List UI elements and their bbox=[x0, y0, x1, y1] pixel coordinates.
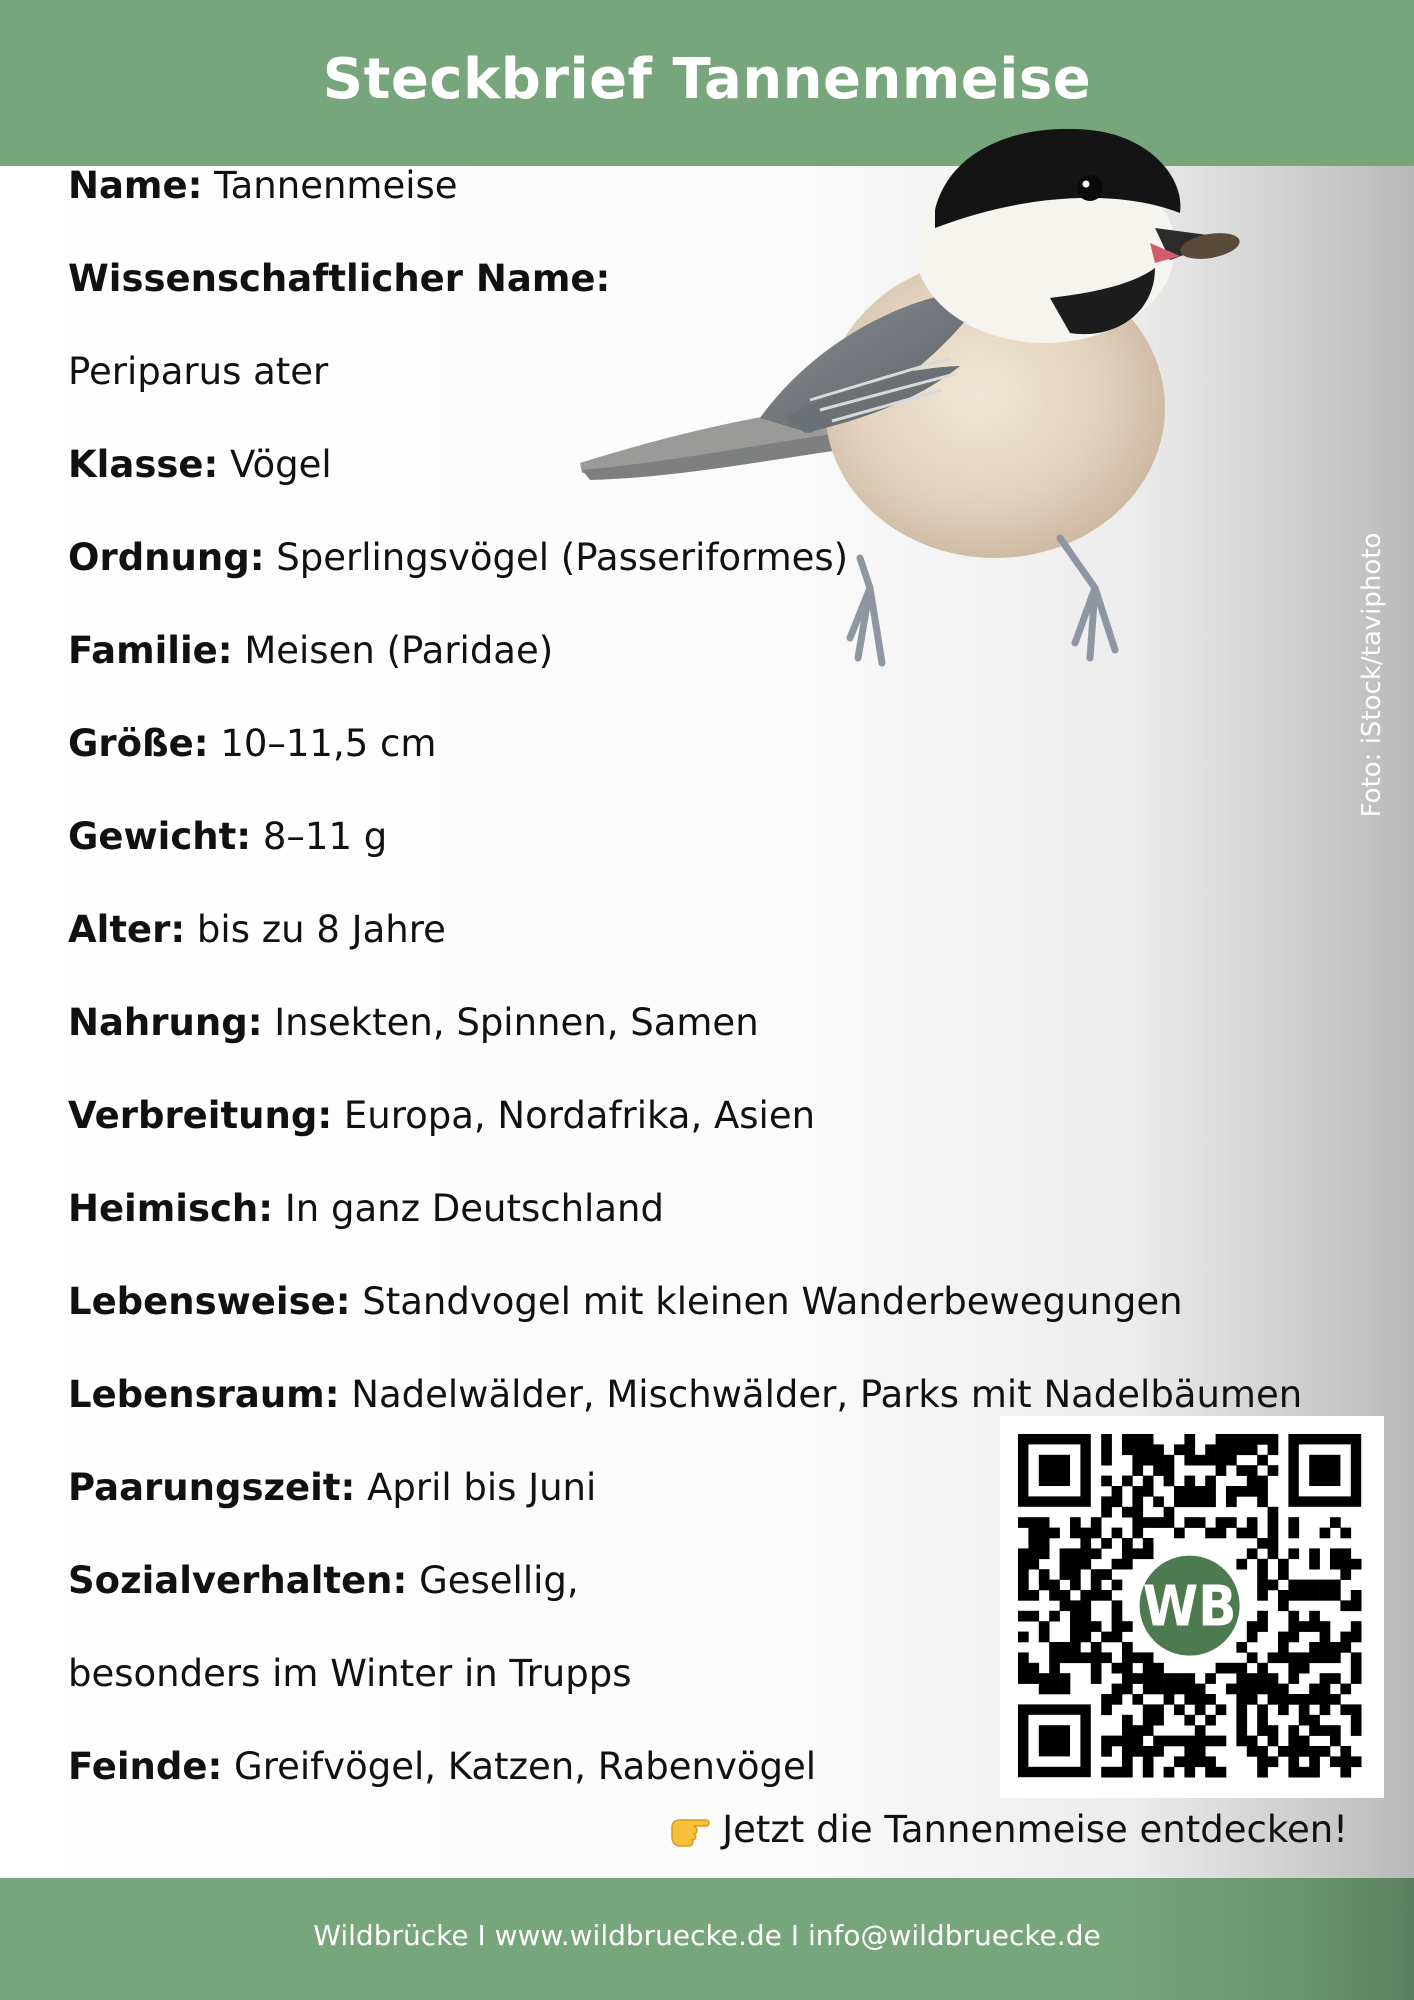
fact-label: Familie: bbox=[68, 629, 233, 672]
photo-credit-text: Foto: iStock/taviphoto bbox=[1357, 532, 1387, 818]
fact-value: bis zu 8 Jahre bbox=[196, 908, 446, 951]
fact-label: Paarungszeit: bbox=[68, 1466, 356, 1509]
fact-label: Lebensraum: bbox=[68, 1373, 340, 1416]
fact-row-social bbox=[68, 1557, 579, 1605]
fact-value: In ganz Deutschland bbox=[284, 1187, 664, 1230]
fact-label: Lebensweise: bbox=[68, 1280, 351, 1323]
fact-row-size bbox=[68, 720, 436, 768]
page-title: Steckbrief Tannenmeise bbox=[322, 46, 1092, 112]
fact-value: April bis Juni bbox=[367, 1466, 597, 1509]
fact-label: Feinde: bbox=[68, 1745, 223, 1788]
fact-value: 8–11 g bbox=[262, 815, 388, 858]
fact-row-scientific-name bbox=[68, 255, 610, 303]
footer-banner bbox=[0, 1878, 1414, 2000]
fact-row-distribution bbox=[68, 1092, 815, 1140]
fact-row-native bbox=[68, 1185, 664, 1233]
footer-contact: Wildbrücke I www.wildbruecke.de I info@wildbruecke.de bbox=[313, 1918, 1101, 1952]
fact-row-weight bbox=[68, 813, 387, 861]
fact-row-enemies bbox=[68, 1743, 816, 1791]
fact-value: Europa, Nordafrika, Asien bbox=[343, 1094, 816, 1137]
fact-value: Sperlingsvögel (Passeriformes) bbox=[276, 536, 849, 579]
fact-value: Meisen (Paridae) bbox=[244, 629, 554, 672]
qr-code[interactable] bbox=[1000, 1416, 1384, 1798]
fact-row-lifestyle bbox=[68, 1278, 1183, 1326]
fact-value: Nadelwälder, Mischwälder, Parks mit Nadelbäumen bbox=[351, 1373, 1303, 1416]
logo-text: WB bbox=[1142, 1574, 1237, 1640]
fact-value: Insekten, Spinnen, Samen bbox=[274, 1001, 759, 1044]
fact-label: Größe: bbox=[68, 722, 209, 765]
fact-label: Heimisch: bbox=[68, 1187, 274, 1230]
fact-row-habitat bbox=[68, 1371, 1302, 1419]
fact-label: Verbreitung: bbox=[68, 1094, 333, 1137]
fact-row-order bbox=[68, 534, 848, 582]
fact-value: Gesellig, bbox=[419, 1559, 579, 1602]
fact-value: Greifvögel, Katzen, Rabenvögel bbox=[234, 1745, 817, 1788]
fact-label: Alter: bbox=[68, 908, 186, 951]
qr-code-icon bbox=[1018, 1434, 1366, 1780]
fact-row-age bbox=[68, 906, 446, 954]
fact-value: 10–11,5 cm bbox=[220, 722, 437, 765]
fact-value: Standvogel mit kleinen Wanderbewegungen bbox=[362, 1280, 1183, 1323]
fact-label: Wissenschaftlicher Name: bbox=[68, 257, 611, 300]
fact-value: Vögel bbox=[230, 443, 332, 486]
fact-row-class bbox=[68, 441, 332, 489]
fact-row-food bbox=[68, 999, 759, 1047]
photo-credit bbox=[1352, 530, 1392, 820]
pointing-hand-icon bbox=[670, 1813, 712, 1847]
fact-value: besonders im Winter in Trupps bbox=[68, 1652, 632, 1695]
fact-row-mating-season bbox=[68, 1464, 596, 1512]
fact-label: Klasse: bbox=[68, 443, 219, 486]
fact-value: Periparus ater bbox=[68, 350, 329, 393]
fact-label: Ordnung: bbox=[68, 536, 265, 579]
call-to-action[interactable] bbox=[670, 1808, 1348, 1851]
fact-row-name bbox=[68, 162, 458, 210]
bird-photo bbox=[570, 118, 1250, 728]
fact-row-social-continued bbox=[68, 1650, 632, 1698]
fact-label: Name: bbox=[68, 164, 203, 207]
fact-label: Gewicht: bbox=[68, 815, 252, 858]
fact-row-scientific-value bbox=[68, 348, 328, 396]
fact-label: Sozialverhalten: bbox=[68, 1559, 408, 1602]
cta-text: Jetzt die Tannenmeise entdecken! bbox=[722, 1808, 1348, 1851]
fact-value: Tannenmeise bbox=[214, 164, 458, 207]
fact-label: Nahrung: bbox=[68, 1001, 263, 1044]
fact-row-family bbox=[68, 627, 553, 675]
